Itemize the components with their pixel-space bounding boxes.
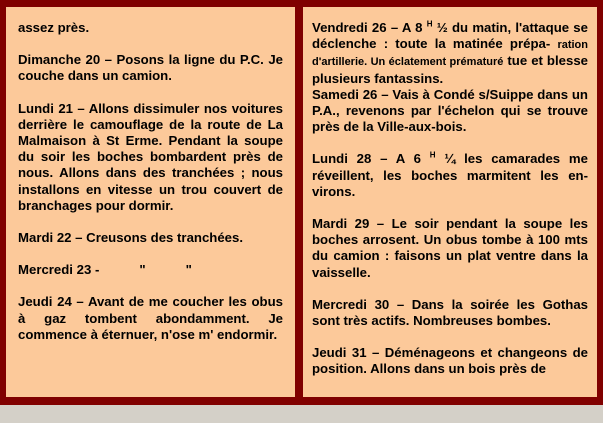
ditto-mark: " <box>185 262 192 278</box>
entry-vendredi-26-text: ½ du matin, l'attaque se déclenche : toute la matinée prépa- <box>312 20 588 52</box>
entry-continuation: assez près. <box>18 20 90 35</box>
entry-lundi-28-text: ¼ les camarades me réveillent, les boches marmitent les en-virons. <box>312 151 588 199</box>
entry-lundi-28 <box>312 151 588 200</box>
entry-lundi-21: Lundi 21 – Allons dissimuler nos voitures derrière le camouflage de la route de La Malmaison à St Erme. Pendant la soupe du soir les boches bombardent près de nous. Allons dans des tranchées ; nous installons en vitesse un trou couvert de branchages pour dormir. <box>18 100 283 213</box>
entry-jeudi-24: Jeudi 24 – Avant de me coucher les obus à gaz tombent abondamment. Je commence à éternuer, n'ose m' endormir. <box>18 294 283 342</box>
entry-vendredi-26-date: Vendredi 26 – A 8 <box>312 20 423 35</box>
entry-vendredi-26-text-end: tue et blesse plusieurs fantassins. <box>312 53 588 86</box>
entry-vendredi-26 <box>312 20 588 87</box>
hour-superscript: H <box>429 151 436 161</box>
ditto-mark: " <box>139 262 146 278</box>
entry-mardi-29: Mardi 29 – Le soir pendant la soupe les boches arrosent. Un obus tombe à 100 mts du camion : faisons un plat ventre dans la vaisselle. <box>312 216 588 280</box>
entry-dimanche-20: Dimanche 20 – Posons la ligne du P.C. Je couche dans un camion. <box>18 52 283 84</box>
entry-vendredi-26-small-text: ration d'artillerie. Un éclatement prématuré <box>312 39 588 69</box>
entry-jeudi-31: Jeudi 31 – Déménageons et changeons de position. Allons dans un bois près de <box>312 345 588 377</box>
right-column <box>303 7 597 397</box>
entry-mercredi-30: Mercredi 30 – Dans la soirée les Gothas sont très actifs. Nombreuses bombes. <box>312 296 588 329</box>
hour-superscript: H <box>426 19 433 29</box>
entry-samedi-26: Samedi 26 – Vais à Condé s/Suippe dans un P.A., revenons par l'échelon qui se trouve près de la Ville-aux-bois. <box>312 86 588 135</box>
entry-mercredi-23 <box>18 262 283 278</box>
entry-lundi-28-date: Lundi 28 – A 6 <box>312 151 421 167</box>
entry-mercredi-23-date: Mercredi 23 - <box>18 262 100 278</box>
left-column <box>6 7 295 397</box>
entry-mardi-22: Mardi 22 – Creusons des tranchées. <box>18 230 244 246</box>
